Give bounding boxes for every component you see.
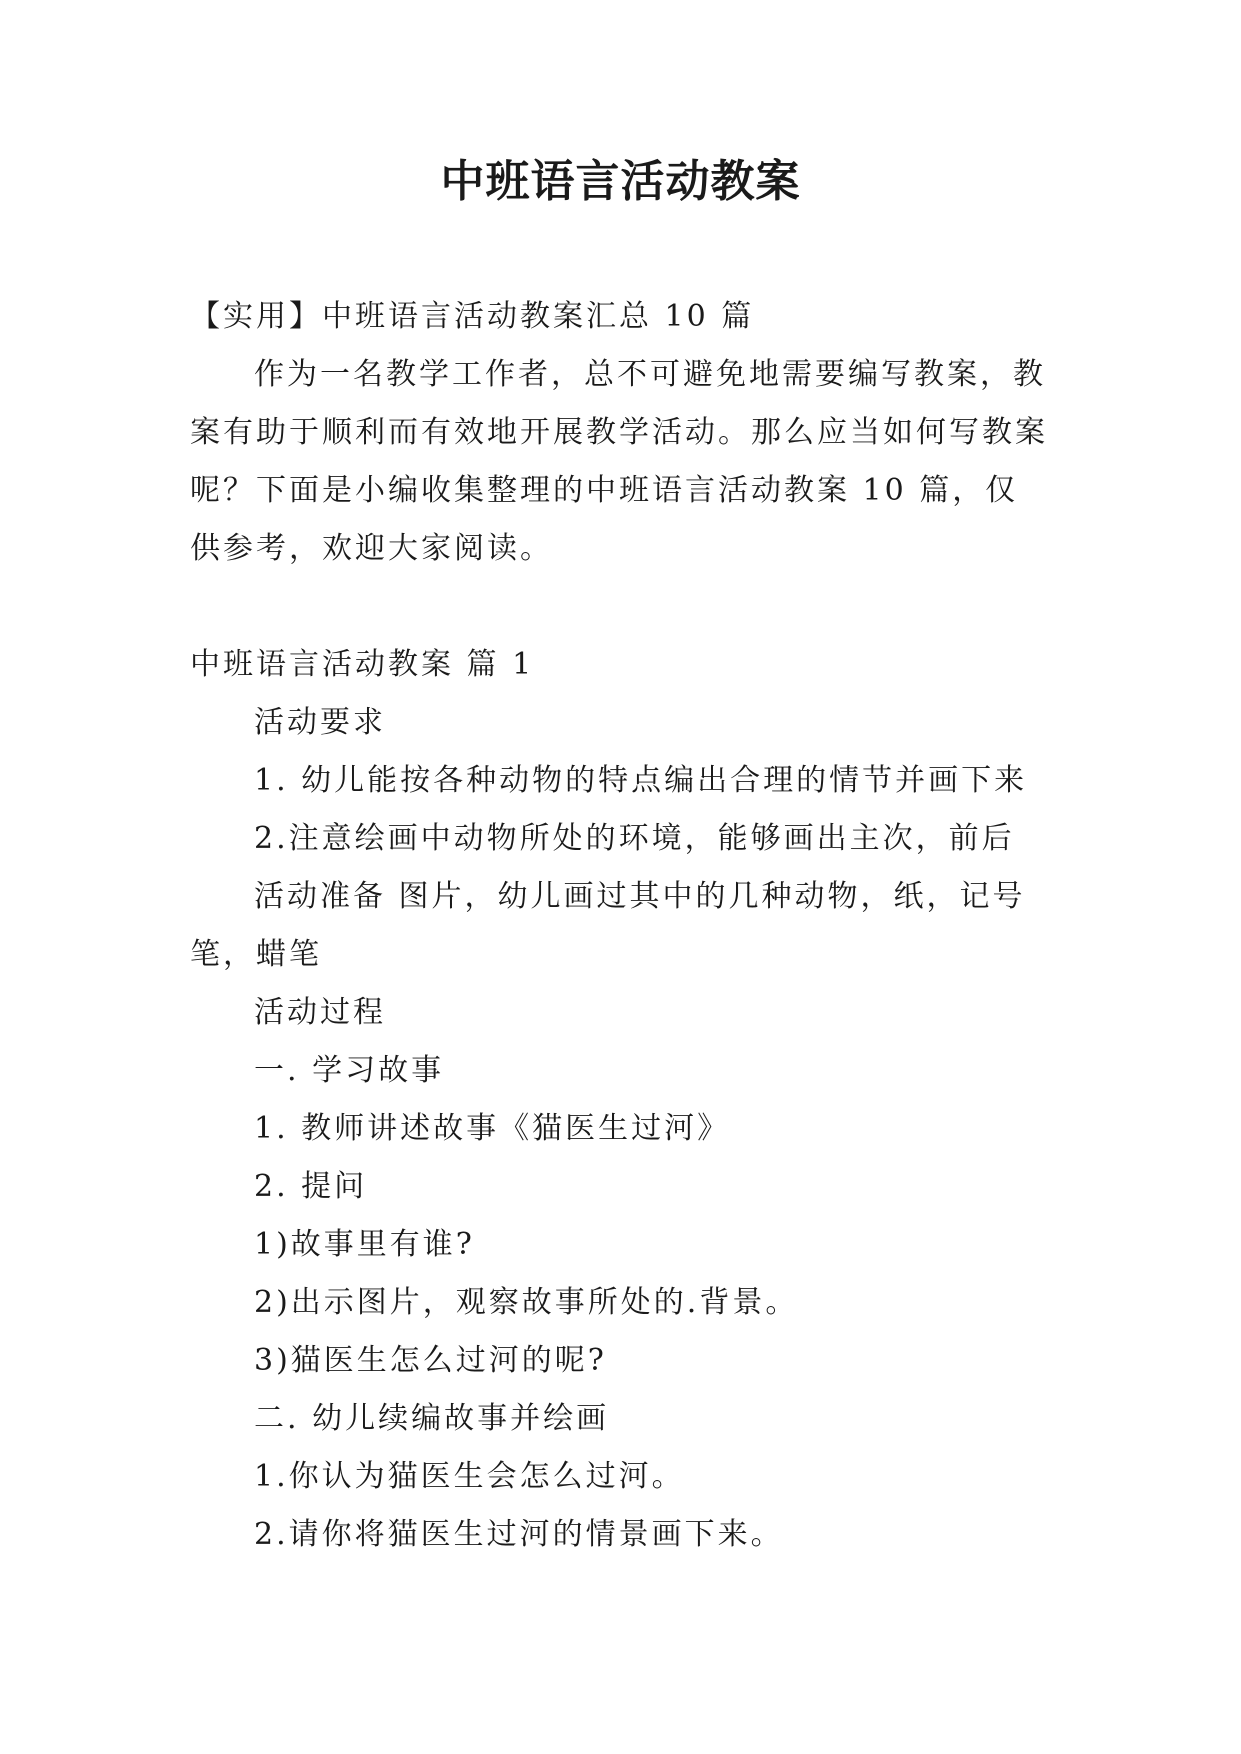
intro-paragraph: 作为一名教学工作者，总不可避免地需要编写教案，教案有助于顺利而有效地开展教学活动。那么应当如何写教案呢？下面是小编收集整理的中班语言活动教案 10 篇，仅供参考，欢迎大家阅读。 [190, 357, 1048, 566]
body-line: 2.请你将猫医生过河的情景画下来。 [254, 1517, 784, 1552]
section-heading: 中班语言活动教案 篇 1 [190, 647, 535, 682]
document-body [190, 288, 1050, 1564]
document-subtitle: 【实用】中班语言活动教案汇总 10 篇 [190, 299, 755, 334]
body-line: 2)出示图片，观察故事所处的.背景。 [254, 1285, 799, 1320]
body-line: 活动过程 [254, 995, 386, 1030]
body-line: 1.你认为猫医生会怎么过河。 [254, 1459, 685, 1494]
body-line: 一. 学习故事 [254, 1053, 445, 1088]
body-line: 3)猫医生怎么过河的呢? [254, 1343, 607, 1378]
body-line: 1. 幼儿能按各种动物的特点编出合理的情节并画下来 [254, 763, 1028, 798]
body-line: 二. 幼儿续编故事并绘画 [254, 1401, 610, 1436]
body-line: 2. 提问 [254, 1169, 368, 1204]
body-line: 1)故事里有谁? [254, 1227, 475, 1262]
document-title: 中班语言活动教案 [440, 156, 801, 207]
body-line: 2.注意绘画中动物所处的环境，能够画出主次，前后 [254, 821, 1015, 856]
body-line: 活动要求 [254, 705, 386, 740]
body-line: 活动准备 图片，幼儿画过其中的几种动物，纸，记号笔，蜡笔 [190, 879, 1026, 972]
body-line: 1. 教师讲述故事《猫医生过河》 [254, 1111, 731, 1146]
